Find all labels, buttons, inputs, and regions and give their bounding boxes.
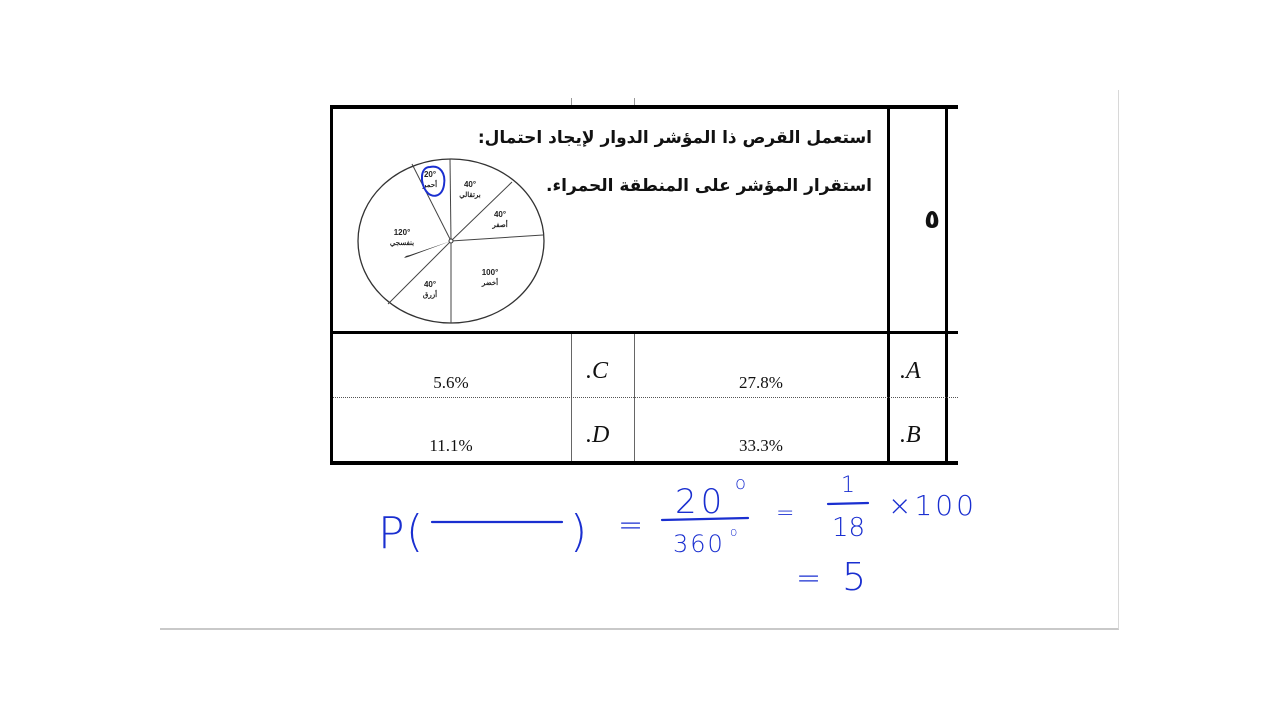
sector-orange-label: برتقالي [459,192,481,199]
option-b-value: 33.3% [739,436,783,455]
sector-blue-degrees: 40° [423,280,437,289]
sector-purple-degrees: 120° [393,228,411,237]
question-line-1: استعمل القرص ذا المؤشر الدوار لإيجاد احتمال: [477,128,872,148]
hand-open-paren: ( [406,506,424,557]
hand-fraction-bar-2 [828,503,868,504]
hand-equals-2: = [776,501,795,526]
worksheet-page [160,90,1119,630]
sector-green-degrees: 100° [481,268,499,277]
hand-p-label: P [378,508,405,559]
option-b-letter: .B [900,422,921,448]
hand-times-100: ×100 [888,489,977,522]
sector-yellow-label: أصفر [492,222,508,229]
option-c-letter: .C [586,358,609,384]
sector-blue-label: أزرق [422,292,438,299]
hand-degree-2: o [730,525,738,539]
option-c-value: 5.6% [433,373,469,392]
question-line-2: استقرار المؤشر على المنطقة الحمراء. [546,176,872,196]
question-number: ٥ [924,205,940,235]
hand-degree-1: o [735,473,747,494]
hand-equals-1: = [618,508,644,543]
sector-purple-label: بنفسجي [389,240,415,247]
option-a-letter: .A [900,358,921,384]
hand-denominator: 360 [673,530,725,558]
sector-red-degrees: 20° [423,170,437,179]
handwritten-working [160,90,1118,628]
hand-equals-3: = [796,561,822,596]
hand-frac2-den: 18 [832,513,866,543]
hand-close-paren: ) [570,506,588,557]
sector-green-label: أخضر [481,280,499,287]
sector-yellow-degrees: 40° [493,210,507,219]
option-a-value: 27.8% [739,373,783,392]
option-d-value: 11.1% [429,436,473,455]
sector-orange-degrees: 40° [463,180,477,189]
sector-red-label: أحمر [422,182,438,189]
hand-frac2-num: 1 [841,473,855,498]
option-d-letter: .D [586,422,610,448]
hand-result: 5 [842,555,867,599]
hand-numerator: 20 [675,482,727,522]
